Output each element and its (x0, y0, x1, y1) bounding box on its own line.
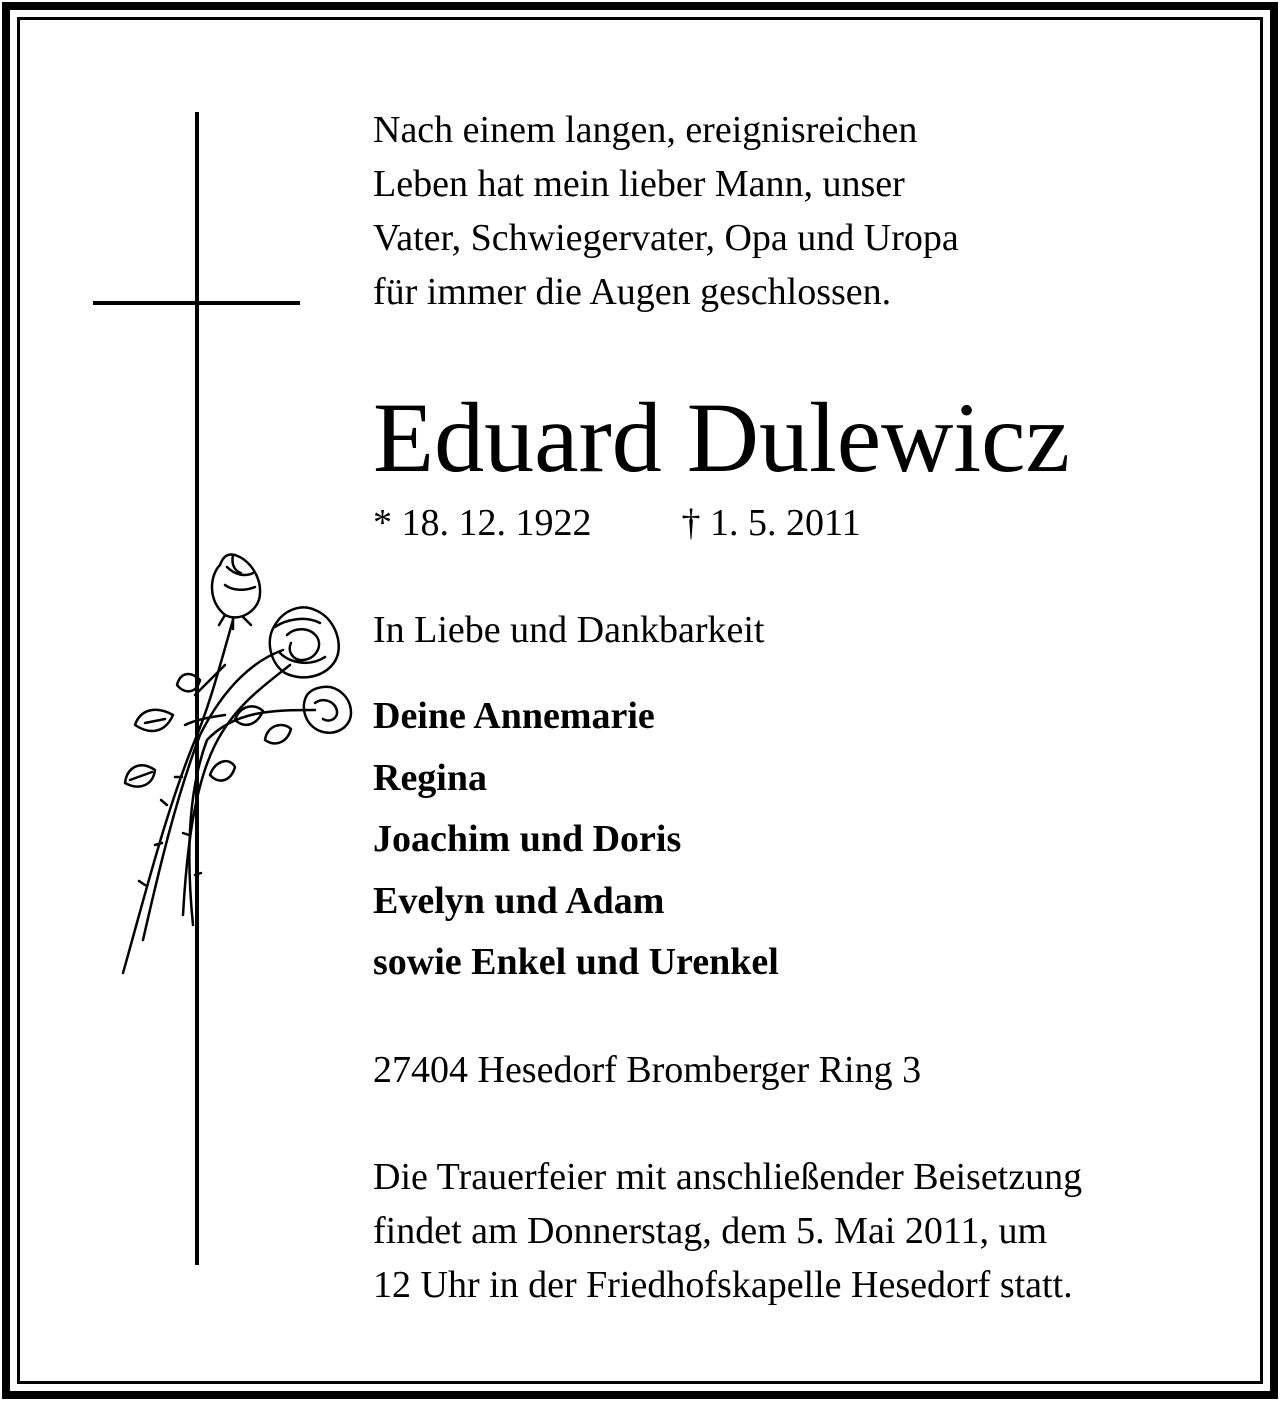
roses-illustration (115, 545, 355, 985)
family-member: Regina (373, 756, 487, 799)
family-list (373, 686, 779, 994)
death-date: † 1. 5. 2011 (681, 502, 861, 544)
life-dates (373, 498, 861, 548)
intro-text (373, 103, 959, 319)
family-member: sowie Enkel und Urenkel (373, 941, 779, 983)
dedication-text: In Liebe und Dankbarkeit (373, 609, 765, 651)
cross-icon-crossbar (93, 301, 300, 305)
family-member: Joachim und Doris (373, 818, 682, 860)
intro-line: Leben hat mein lieber Mann, unser (373, 163, 905, 205)
address: 27404 Hesedorf Bromberger Ring 3 (373, 1049, 922, 1091)
deceased-name: Eduard Dulewicz (373, 382, 1070, 493)
family-member: Evelyn und Adam (373, 879, 665, 922)
family-member: Deine Annemarie (373, 695, 655, 737)
birth-date: * 18. 12. 1922 (373, 502, 592, 544)
intro-line: Nach einem langen, ereignisreichen (373, 109, 918, 151)
funeral-line: findet am Donnerstag, dem 5. Mai 2011, um (373, 1210, 1048, 1252)
intro-line: Vater, Schwiegervater, Opa und Uropa (373, 217, 959, 259)
funeral-line: Die Trauerfeier mit anschließender Beisetzung (373, 1156, 1083, 1198)
funeral-notice (373, 1150, 1082, 1312)
funeral-line: 12 Uhr in der Friedhofskapelle Hesedorf statt. (373, 1264, 1073, 1306)
intro-line: für immer die Augen geschlossen. (373, 271, 892, 313)
